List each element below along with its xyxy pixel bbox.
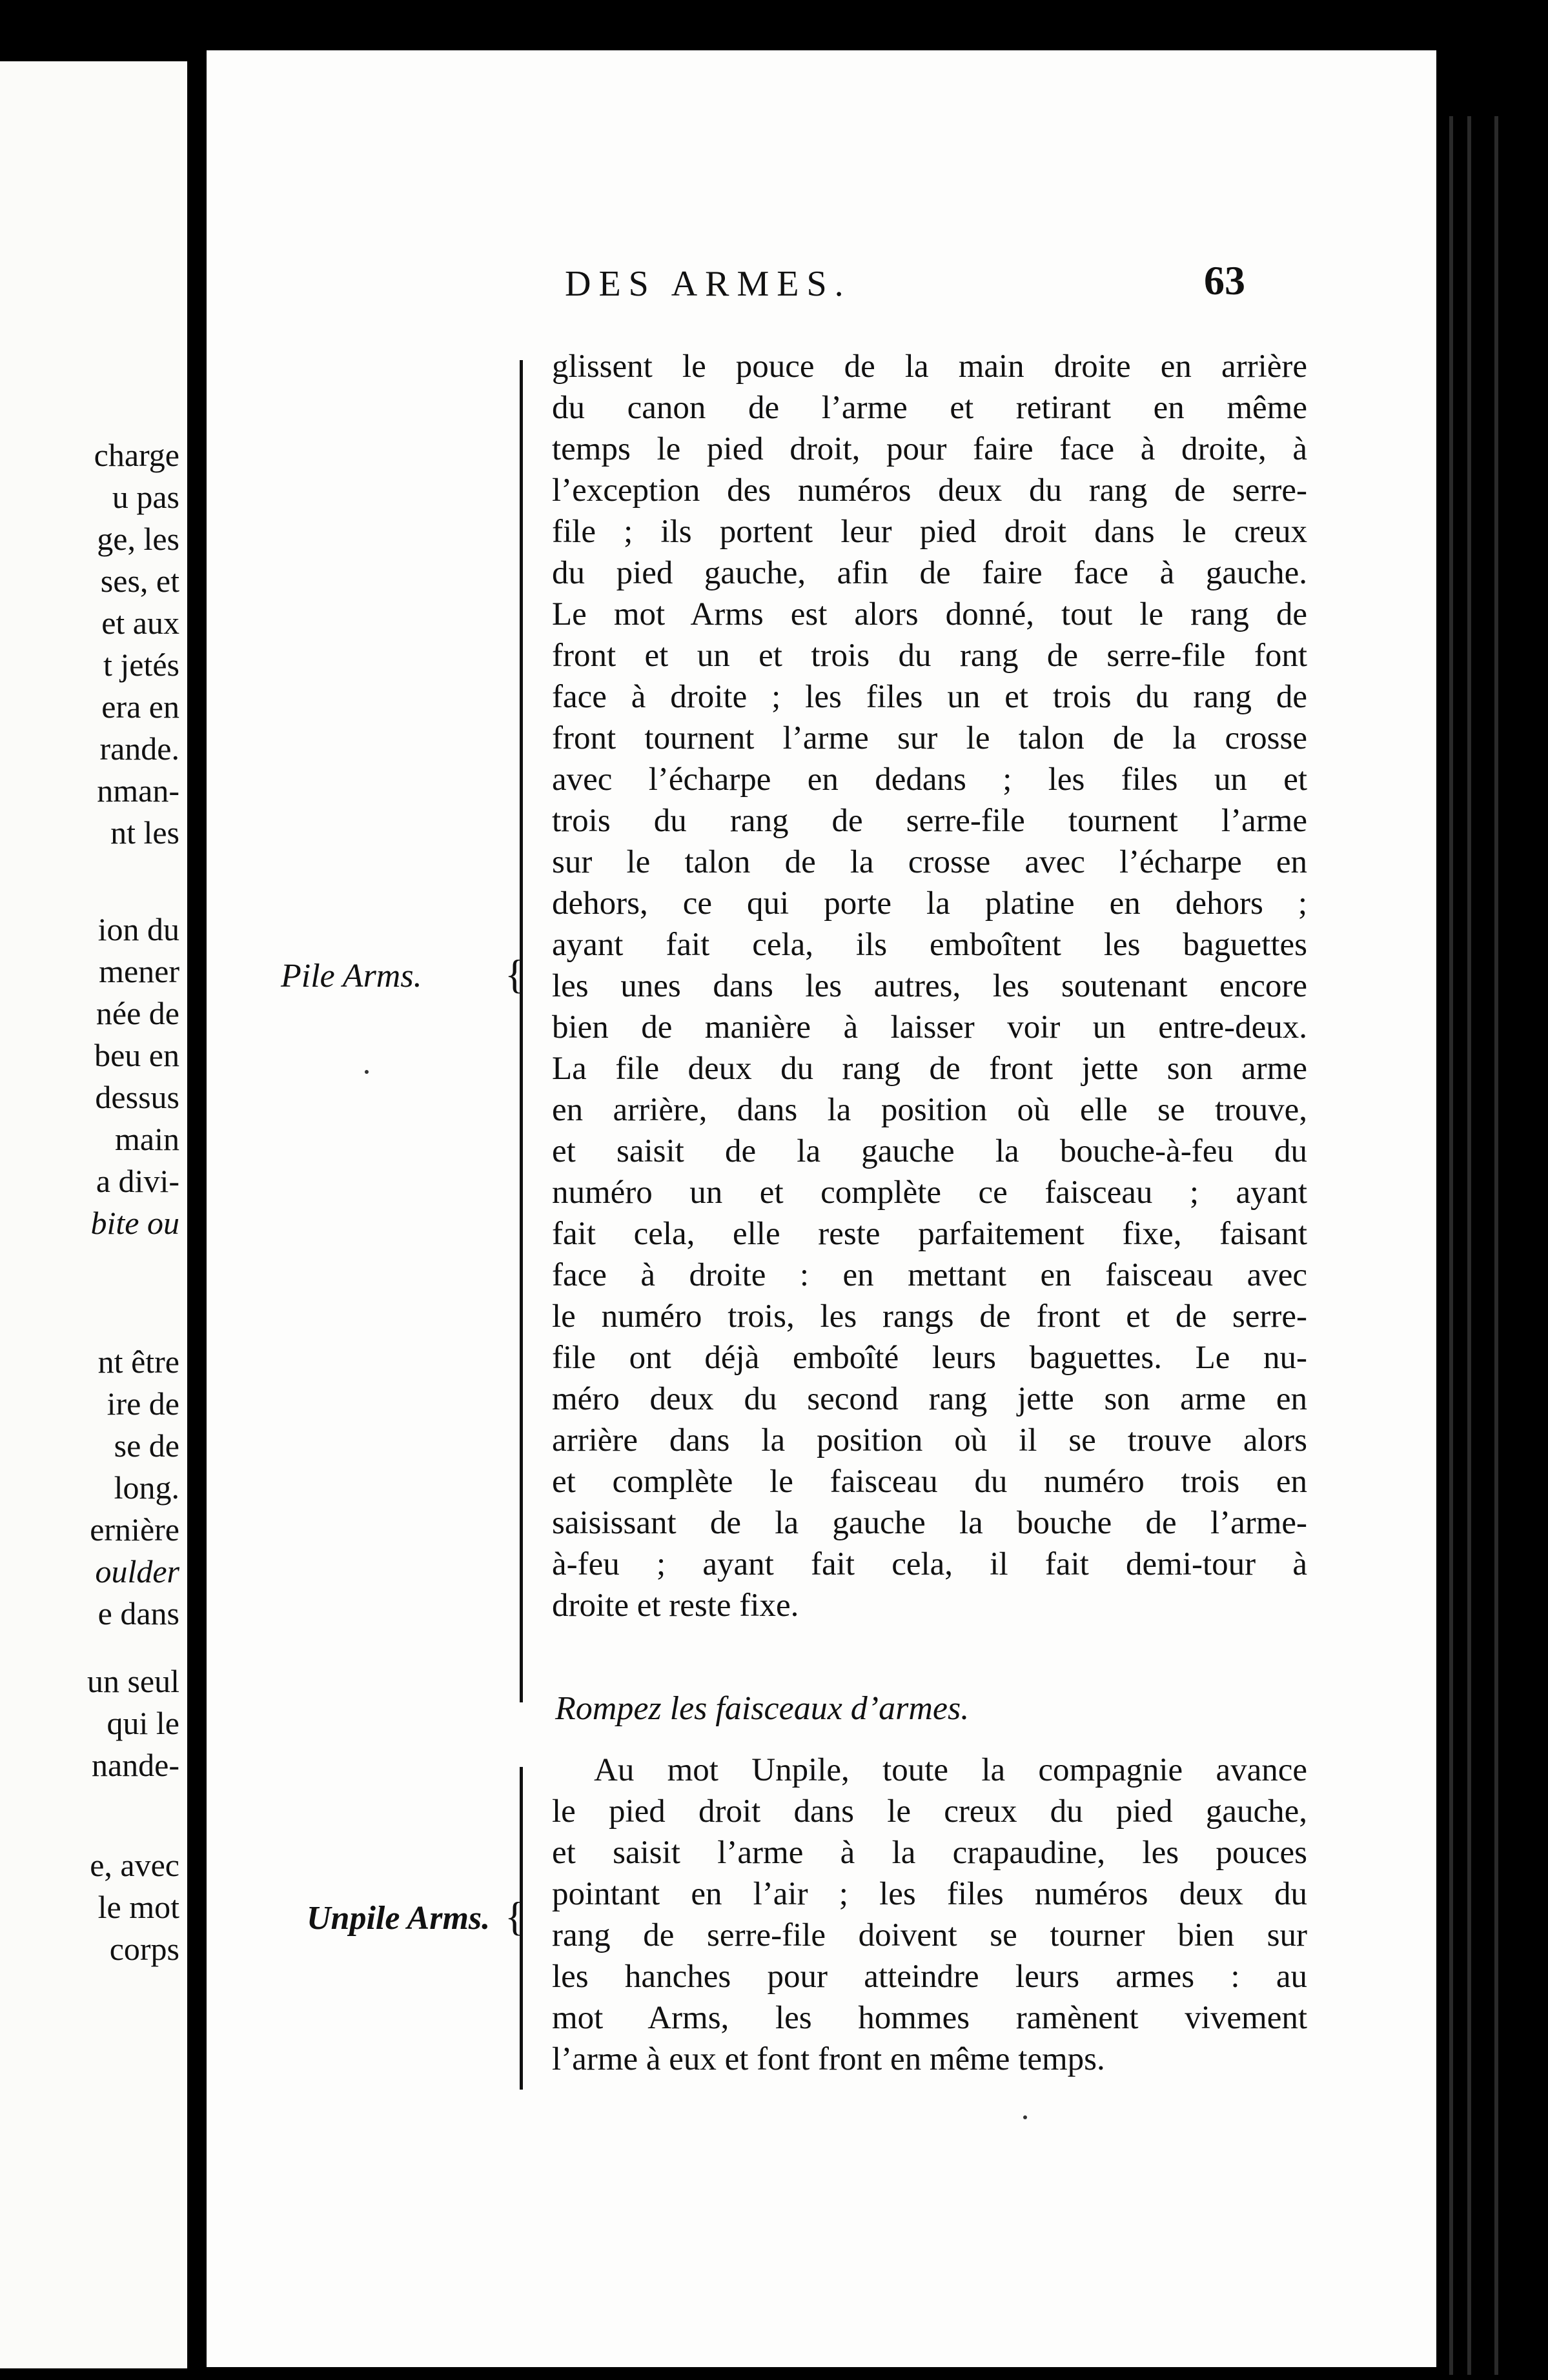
- body-text-line: en arrière, dans la position où elle se trouve,: [552, 1092, 1307, 1128]
- left-text-line: le mot: [97, 1889, 179, 1925]
- ink-speck: [365, 1070, 369, 1074]
- body-text-line: l’arme à eux et font front en même temps.: [552, 2041, 1105, 2077]
- left-text-line: nman-: [97, 772, 179, 809]
- body-text-line: numéro un et complète ce faisceau ; ayant: [552, 1175, 1307, 1211]
- body-text-line: face à droite : en mettant en faisceau avec: [552, 1257, 1307, 1293]
- body-text-line: front tournent l’arme sur le talon de la crosse: [552, 720, 1307, 756]
- body-text-line: face à droite ; les files un et trois du rang de: [552, 679, 1307, 715]
- page-number: 63: [1204, 257, 1245, 303]
- body-text-line: saisissant de la gauche la bouche de l’arme-: [552, 1505, 1307, 1541]
- page-edge: [1436, 39, 1548, 2380]
- left-text-line: ge, les: [97, 521, 179, 557]
- body-text-line: pointant en l’air ; les files numéros deux du: [552, 1876, 1307, 1912]
- body-text-line: La file deux du rang de front jette son arme: [552, 1051, 1307, 1087]
- body-text-line: file ; ils portent leur pied droit dans le creux: [552, 514, 1307, 550]
- pile-arms-brace: {: [505, 951, 525, 997]
- body-text-line: avec l’écharpe en dedans ; les files un et: [552, 761, 1307, 798]
- unpile-arms-heading: Rompez les faisceaux d’armes.: [555, 1690, 970, 1727]
- body-text-line: fait cela, elle reste parfaitement fixe, faisant: [552, 1216, 1307, 1252]
- left-text-line: dessus: [95, 1079, 179, 1115]
- left-text-line: nande-: [91, 1747, 179, 1783]
- left-text-line: corps: [109, 1931, 179, 1967]
- body-text-line: sur le talon de la crosse avec l’écharpe en: [552, 844, 1307, 880]
- left-text-line: era en: [101, 689, 179, 725]
- left-text-line: e, avec: [90, 1847, 179, 1883]
- running-head: DES ARMES.: [565, 264, 851, 304]
- body-text-line: méro deux du second rang jette son arme en: [552, 1381, 1307, 1417]
- left-text-line: ernière: [90, 1511, 179, 1548]
- body-text-line: droite et reste fixe.: [552, 1588, 799, 1624]
- left-text-line: long.: [114, 1469, 179, 1506]
- left-text-line: nt être: [97, 1344, 179, 1380]
- body-text-line: file ont déjà emboîté leurs baguettes. Le nu-: [552, 1340, 1307, 1376]
- body-text-line: du canon de l’arme et retirant en même: [552, 390, 1307, 426]
- left-text-line: mener: [99, 953, 179, 989]
- left-text-line: bite ou: [90, 1205, 179, 1241]
- left-text-line: ion du: [97, 911, 179, 947]
- body-text-line: Au mot Unpile, toute la compagnie avance: [594, 1752, 1307, 1788]
- pile-arms-margin-label: Pile Arms.: [281, 958, 422, 994]
- book-gutter: [187, 0, 207, 2380]
- left-text-line: u pas: [112, 479, 179, 515]
- body-text-line: trois du rang de serre-file tournent l’arme: [552, 803, 1307, 839]
- left-text-line: et aux: [101, 605, 179, 641]
- left-text-line: e dans: [97, 1595, 179, 1631]
- body-text-line: les hanches pour atteindre leurs armes : au: [552, 1959, 1307, 1995]
- body-text-line: le pied droit dans le creux du pied gauche,: [552, 1793, 1307, 1830]
- body-text-line: le numéro trois, les rangs de front et de serre-: [552, 1298, 1307, 1335]
- body-text-line: les unes dans les autres, les soutenant encore: [552, 968, 1307, 1004]
- body-text-line: Le mot Arms est alors donné, tout le rang de: [552, 596, 1307, 632]
- left-text-line: t jetés: [103, 647, 179, 683]
- left-text-line: beu en: [94, 1037, 179, 1073]
- left-text-line: charge: [94, 437, 179, 473]
- page-edge-stripe: [1449, 116, 1453, 2375]
- body-text-line: et saisit de la gauche la bouche-à-feu du: [552, 1133, 1307, 1169]
- left-text-line: qui le: [107, 1705, 179, 1741]
- page-edge-stripe: [1467, 116, 1471, 2375]
- left-text-line: ses, et: [100, 563, 179, 599]
- body-text-line: arrière dans la position où il se trouve alors: [552, 1422, 1307, 1458]
- unpile-arms-brace: {: [505, 1893, 525, 1939]
- body-text-line: bien de manière à laisser voir un entre-deux.: [552, 1009, 1307, 1045]
- body-text-line: à-feu ; ayant fait cela, il fait demi-tour à: [552, 1546, 1307, 1582]
- body-text-line: glissent le pouce de la main droite en arrière: [552, 348, 1307, 385]
- pile-arms-bracket: [520, 360, 523, 1702]
- body-text-line: dehors, ce qui porte la platine en dehors ;: [552, 885, 1307, 922]
- left-text-line: oulder: [95, 1553, 179, 1589]
- body-text-line: et saisit l’arme à la crapaudine, les pouces: [552, 1835, 1307, 1871]
- left-text-line: un seul: [87, 1663, 179, 1699]
- left-text-line: ire de: [107, 1386, 179, 1422]
- body-text-line: ayant fait cela, ils emboîtent les baguettes: [552, 927, 1307, 963]
- body-text-line: l’exception des numéros deux du rang de serre-: [552, 472, 1307, 509]
- left-page-fragment: [0, 61, 187, 2368]
- left-text-line: née de: [96, 995, 179, 1031]
- left-text-line: rande.: [99, 731, 179, 767]
- body-text-line: mot Arms, les hommes ramènent vivement: [552, 2000, 1307, 2036]
- body-text-line: temps le pied droit, pour faire face à droite, à: [552, 431, 1307, 467]
- body-text-line: du pied gauche, afin de faire face à gauche.: [552, 555, 1307, 591]
- right-page: [207, 50, 1436, 2367]
- body-text-line: et complète le faisceau du numéro trois en: [552, 1464, 1307, 1500]
- page-edge-stripe: [1494, 116, 1498, 2375]
- unpile-arms-margin-label: Unpile Arms.: [307, 1900, 491, 1937]
- left-text-line: main: [115, 1121, 179, 1157]
- body-text-line: front et un et trois du rang de serre-file font: [552, 638, 1307, 674]
- left-text-line: nt les: [110, 814, 179, 851]
- ink-speck: [1023, 2115, 1027, 2119]
- body-text-line: rang de serre-file doivent se tourner bien sur: [552, 1917, 1307, 1953]
- left-text-line: a divi-: [96, 1163, 179, 1199]
- left-text-line: se de: [114, 1427, 179, 1464]
